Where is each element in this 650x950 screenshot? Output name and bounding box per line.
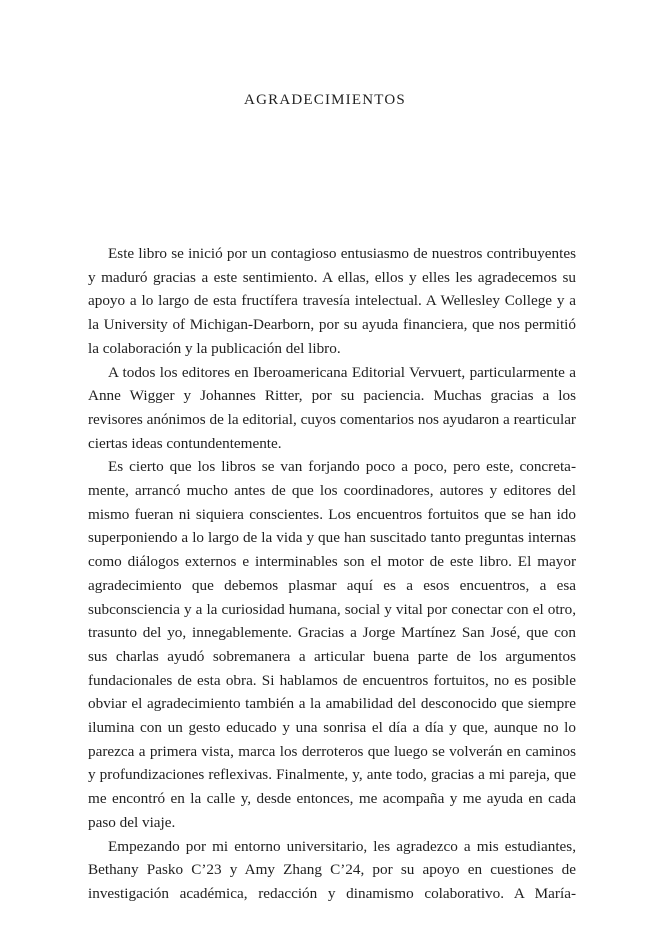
- paragraph-2: A todos los editores en Iberoamericana Editorial Vervuert, particularmente a Anne Wigger y Johannes Ritter, por su paciencia. Muchas gracias a los revisores anónimos de la editorial, cuyos comentarios nos ayudaron a rearticular ciertas ideas contundentemente.: [88, 363, 576, 452]
- paragraph-4: Empezando por mi entorno universitario, les agradezco a mis estudiantes, Bethany Pasko C’23 y Amy Zhang C’24, por su apoyo en cuestiones de investigación académica, redacción y dinamismo colaborativo. A María-: [88, 837, 576, 902]
- body-text: [88, 242, 576, 906]
- paragraph-3: Es cierto que los libros se van forjando poco a poco, pero este, concretamente, arrancó mucho antes de que los coordinadores, autores y editores del mismo fueran ni siquiera conscientes. Los encuentros fortuitos que se han ido superponiendo a lo largo de la vida y que han suscitado tanto preguntas internas como diálogos externos e interminables son el motor de este libro. El mayor agradecimiento que debemos plasmar aquí es a esos encuentros, a esa subconsciencia y a la curiosidad humana, social y vital por conectar con el otro, trasunto del yo, innegablemente. Gracias a Jorge Martínez San José, que con sus charlas ayudó sobremanera a articular buena parte de los argumentos fundacionales de esta obra. Si hablamos de encuentros fortuitos, no es posible obviar el agradecimiento también a la amabilidad del desconocido que siempre ilumina con un gesto educado y una sonrisa el día a día y que, aunque no lo parezca a primera vista, marca los derroteros que luego se volverán en caminos y profundizaciones reflexivas. Finalmente, y, ante todo, gracias a mi pareja, que me encontró en la calle y, desde entonces, me acompaña y me ayuda en cada paso del viaje.: [88, 458, 576, 831]
- page-title: AGRADECIMIENTOS: [244, 92, 406, 108]
- paragraph-1: Este libro se inició por un contagioso entusiasmo de nuestros contribuyentes y maduró gracias a este sentimiento. A ellas, ellos y elles les agradecemos su apoyo a lo largo de esta fructífera travesía intelectual. A Wellesley College y a la University of Michigan-Dearborn, por su ayuda financiera, que nos permitió la colaboración y la publicación del libro.: [88, 245, 576, 357]
